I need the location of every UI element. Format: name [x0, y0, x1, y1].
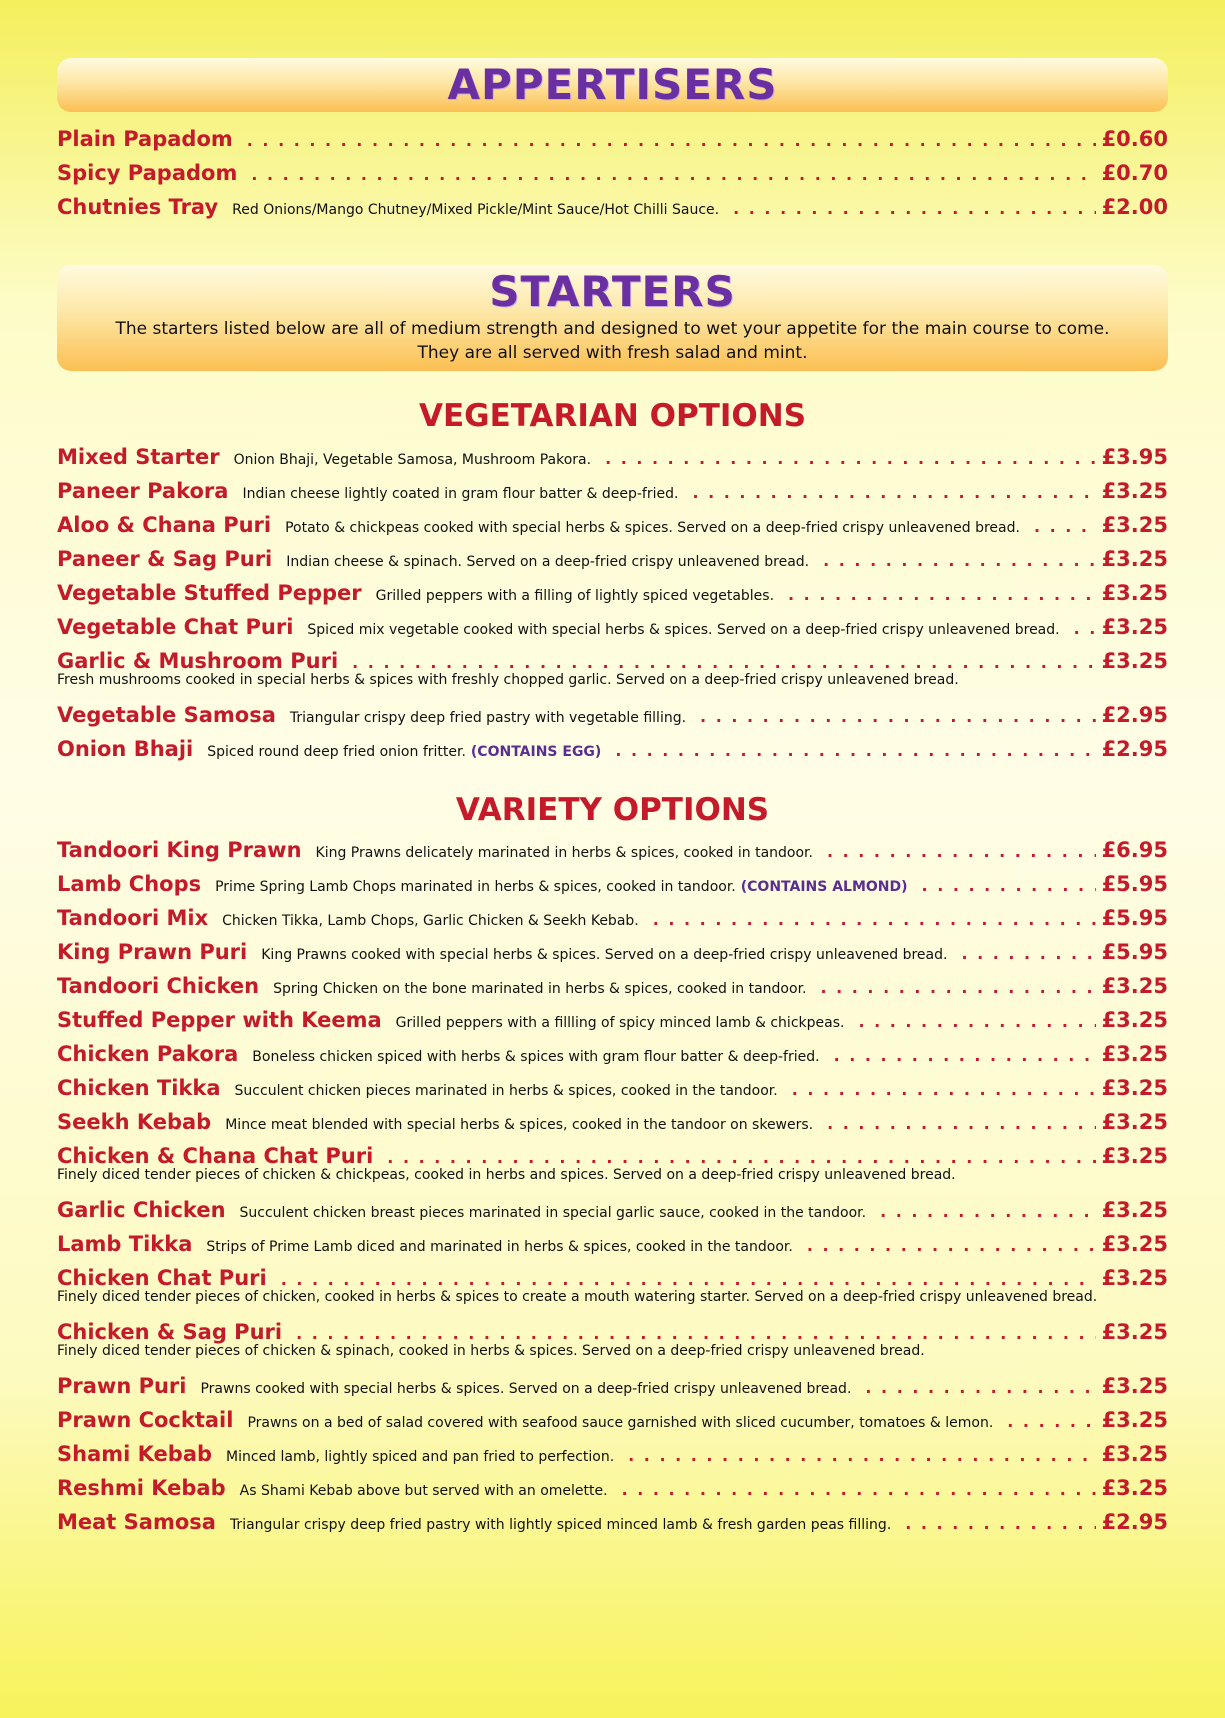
item-description: Succulent chicken breast pieces marinated in special garlic sauce, cooked in the tandoor.	[239, 1205, 867, 1221]
starters-title: STARTERS	[489, 267, 736, 316]
dot-leader	[615, 741, 1095, 760]
item-name: Meat Samosa	[57, 1510, 216, 1534]
item-price: £2.95	[1101, 703, 1168, 727]
item-name: Garlic Chicken	[57, 1198, 226, 1222]
menu-item	[57, 479, 1168, 509]
dot-leader	[653, 910, 1096, 929]
item-description: Prawns cooked with special herbs & spices. Served on a deep-fried crispy unleavened bread.	[200, 1381, 852, 1397]
item-name: Paneer Pakora	[57, 479, 229, 503]
item-price: £2.00	[1101, 195, 1168, 219]
item-price: £3.25	[1101, 1110, 1168, 1134]
item-description: Prawns on a bed of salad covered with seafood sauce garnished with sliced cucumber, tomatoes & lemon.	[247, 1415, 994, 1431]
item-price: £2.95	[1101, 737, 1168, 761]
item-description: Mince meat blended with special herbs & spices, cooked in the tandoor on skewers.	[225, 1117, 814, 1133]
item-name: Chicken Pakora	[57, 1042, 239, 1066]
dot-leader	[827, 1114, 1095, 1133]
menu-item-row	[57, 445, 1168, 475]
item-description: King Prawns cooked with special herbs & spices. Served on a deep-fried crispy unleavened bread.	[261, 947, 948, 963]
dot-leader	[700, 707, 1096, 726]
item-description: As Shami Kebab above but served with an omelette.	[239, 1483, 608, 1499]
item-price: £0.60	[1101, 127, 1168, 151]
item-name: Stuffed Pepper with Keema	[57, 1008, 382, 1032]
menu-item	[57, 1008, 1168, 1038]
item-price: £3.25	[1101, 1320, 1168, 1344]
item-description: Minced lamb, lightly spiced and pan fried to perfection.	[226, 1449, 615, 1465]
dot-leader	[880, 1202, 1096, 1221]
dot-leader	[961, 944, 1095, 963]
item-price: £3.95	[1101, 445, 1168, 469]
menu-item-row	[57, 838, 1168, 868]
menu-item	[57, 1144, 1168, 1183]
item-price: £3.25	[1101, 1144, 1168, 1168]
dot-leader	[792, 1080, 1096, 1099]
menu-item-row	[57, 513, 1168, 543]
item-name: Chicken Chat Puri	[57, 1266, 267, 1290]
item-name: Garlic & Mushroom Puri	[57, 649, 339, 673]
item-name: Vegetable Stuffed Pepper	[57, 581, 362, 605]
menu-item-row	[57, 581, 1168, 611]
item-name: Tandoori Mix	[57, 906, 209, 930]
menu-item	[57, 1510, 1168, 1540]
item-description: Grilled peppers with a filling of lightly spiced vegetables.	[375, 588, 775, 604]
dot-leader	[733, 199, 1095, 218]
item-price: £3.25	[1101, 1408, 1168, 1432]
menu-item-row	[57, 872, 1168, 902]
item-price: £0.70	[1101, 161, 1168, 185]
dot-leader	[820, 978, 1095, 997]
item-name: Spicy Papadom	[57, 161, 238, 185]
dot-leader	[922, 876, 1096, 895]
menu-item-row	[57, 547, 1168, 577]
item-subline-description: Finely diced tender pieces of chicken, cooked in herbs & spices to create a mouth watering starter. Served on a deep-fried crispy unleavened bread.	[57, 1289, 1098, 1305]
dot-leader	[622, 1480, 1096, 1499]
menu-item	[57, 547, 1168, 577]
item-name: Shami Kebab	[57, 1442, 213, 1466]
item-name: Plain Papadom	[57, 127, 233, 151]
menu-item-row	[57, 195, 1168, 225]
item-name: King Prawn Puri	[57, 940, 248, 964]
menu-item-row	[57, 1510, 1168, 1540]
item-price: £5.95	[1101, 906, 1168, 930]
menu-item	[57, 1042, 1168, 1072]
menu-item	[57, 737, 1168, 767]
item-name: Prawn Puri	[57, 1374, 187, 1398]
item-price: £3.25	[1101, 479, 1168, 503]
item-description: Grilled peppers with a fillling of spicy minced lamb & chickpeas.	[395, 1015, 845, 1031]
menu-item	[57, 872, 1168, 902]
menu-item-row	[57, 1476, 1168, 1506]
item-price: £3.25	[1101, 1476, 1168, 1500]
item-price: £3.25	[1101, 1442, 1168, 1466]
dot-leader	[251, 165, 1095, 184]
item-name: Chicken & Chana Chat Puri	[57, 1144, 374, 1168]
menu-item	[57, 1374, 1168, 1404]
item-price: £3.25	[1101, 1232, 1168, 1256]
item-description: Indian cheese & spinach. Served on a deep-fried crispy unleavened bread.	[286, 554, 810, 570]
item-name: Tandoori King Prawn	[57, 838, 302, 862]
item-price: £3.25	[1101, 649, 1168, 673]
vegetarian-title: VEGETARIAN OPTIONS	[418, 398, 807, 434]
menu-item-row	[57, 974, 1168, 1004]
item-subline-description: Fresh mushrooms cooked in special herbs & spices with freshly chopped garlic. Served on a deep-fried crispy unleavened bread.	[57, 672, 959, 688]
item-subline-description: Finely diced tender pieces of chicken & spinach, cooked in herbs & spices. Served on a deep-fried crispy unleavened bread.	[57, 1343, 925, 1359]
item-name: Tandoori Chicken	[57, 974, 260, 998]
menu-item-row	[57, 161, 1168, 191]
dot-leader	[827, 842, 1096, 861]
dot-leader	[858, 1012, 1095, 1031]
item-name: Chutnies Tray	[57, 195, 219, 219]
dot-leader	[865, 1378, 1095, 1397]
menu-item	[57, 1266, 1168, 1305]
variety-title: VARIETY OPTIONS	[455, 792, 770, 828]
starters-intro-line-1: The starters listed below are all of medium strength and designed to wet your appetite for the main course to come.	[115, 319, 1110, 339]
dot-leader	[1007, 1412, 1095, 1431]
appetisers-banner	[57, 58, 1168, 112]
menu-item-row	[57, 703, 1168, 733]
item-price: £5.95	[1101, 940, 1168, 964]
item-name: Paneer & Sag Puri	[57, 547, 273, 571]
item-description: King Prawns delicately marinated in herbs & spices, cooked in tandoor.	[315, 845, 813, 861]
item-price: £2.95	[1101, 1510, 1168, 1534]
menu-item	[57, 906, 1168, 936]
menu-item	[57, 195, 1168, 225]
menu-item-row	[57, 1374, 1168, 1404]
menu-item-row	[57, 615, 1168, 645]
menu-item-row	[57, 1008, 1168, 1038]
dot-leader	[823, 551, 1095, 570]
dot-leader	[352, 653, 1095, 672]
item-name: Reshmi Kebab	[57, 1476, 226, 1500]
menu-item-row	[57, 1110, 1168, 1140]
menu-item-row	[57, 906, 1168, 936]
item-price: £3.25	[1101, 1266, 1168, 1290]
item-description: Indian cheese lightly coated in gram flour batter & deep-fried.	[242, 486, 679, 502]
starters-intro-line-2: They are all served with fresh salad and mint.	[417, 343, 808, 363]
dot-leader	[296, 1324, 1095, 1343]
menu-item-row	[57, 1198, 1168, 1228]
item-name: Seekh Kebab	[57, 1110, 212, 1134]
menu-item	[57, 161, 1168, 191]
allergen-tag: (CONTAINS ALMOND)	[740, 879, 908, 895]
dot-leader	[387, 1148, 1095, 1167]
menu-item	[57, 703, 1168, 733]
menu-item	[57, 1232, 1168, 1262]
menu-item	[57, 581, 1168, 611]
menu-item-row	[57, 1408, 1168, 1438]
item-description: Spiced round deep fried onion fritter.	[207, 744, 466, 760]
menu-item-row	[57, 737, 1168, 767]
item-description: Potato & chickpeas cooked with special herbs & spices. Served on a deep-fried crispy unleavened bread.	[285, 520, 1020, 536]
item-price: £3.25	[1101, 615, 1168, 639]
item-price: £3.25	[1101, 974, 1168, 998]
menu-item	[57, 127, 1168, 157]
dot-leader	[247, 131, 1096, 150]
item-name: Prawn Cocktail	[57, 1408, 234, 1432]
dot-leader	[628, 1446, 1095, 1465]
menu-item	[57, 615, 1168, 645]
starters-banner	[57, 265, 1168, 371]
item-subline-description: Finely diced tender pieces of chicken & chickpeas, cooked in herbs and spices. Served on a deep-fried crispy unleavened bread.	[57, 1167, 956, 1183]
item-name: Vegetable Chat Puri	[57, 615, 294, 639]
item-price: £3.25	[1101, 1042, 1168, 1066]
item-price: £3.25	[1101, 1008, 1168, 1032]
menu-item	[57, 1110, 1168, 1140]
item-name: Vegetable Samosa	[57, 703, 276, 727]
item-name: Lamb Tikka	[57, 1232, 193, 1256]
dot-leader	[605, 449, 1096, 468]
item-description: Prime Spring Lamb Chops marinated in herbs & spices, cooked in tandoor.	[215, 879, 736, 895]
dot-leader	[807, 1236, 1096, 1255]
menu-item	[57, 649, 1168, 688]
item-name: Chicken & Sag Puri	[57, 1320, 283, 1344]
menu-item-row	[57, 479, 1168, 509]
item-price: £3.25	[1101, 1374, 1168, 1398]
dot-leader	[1034, 517, 1096, 536]
item-description: Boneless chicken spiced with herbs & spices with gram flour batter & deep-fried.	[252, 1049, 820, 1065]
menu-item	[57, 1076, 1168, 1106]
allergen-tag: (CONTAINS EGG)	[470, 744, 602, 760]
menu-item	[57, 940, 1168, 970]
item-name: Aloo & Chana Puri	[57, 513, 272, 537]
item-description: Succulent chicken pieces marinated in herbs & spices, cooked in the tandoor.	[234, 1083, 778, 1099]
menu-item	[57, 445, 1168, 475]
item-description: Triangular crispy deep fried pastry with vegetable filling.	[289, 710, 687, 726]
menu-item-row	[57, 1232, 1168, 1262]
appetisers-title: APPERTISERS	[447, 60, 778, 109]
item-price: £3.25	[1101, 1198, 1168, 1222]
menu-item-row	[57, 127, 1168, 157]
dot-leader	[692, 483, 1095, 502]
dot-leader	[281, 1270, 1096, 1289]
item-name: Chicken Tikka	[57, 1076, 221, 1100]
item-description: Strips of Prime Lamb diced and marinated in herbs & spices, cooked in the tandoor.	[206, 1239, 793, 1255]
menu-item	[57, 1320, 1168, 1359]
item-description: Red Onions/Mango Chutney/Mixed Pickle/Mint Sauce/Hot Chilli Sauce.	[232, 202, 720, 218]
menu-item	[57, 1442, 1168, 1472]
item-price: £5.95	[1101, 872, 1168, 896]
dot-leader	[788, 585, 1096, 604]
menu-item-row	[57, 1442, 1168, 1472]
item-description: Chicken Tikka, Lamb Chops, Garlic Chicken & Seekh Kebab.	[222, 913, 639, 929]
item-price: £3.25	[1101, 547, 1168, 571]
item-price: £3.25	[1101, 581, 1168, 605]
item-price: £3.25	[1101, 513, 1168, 537]
dot-leader	[834, 1046, 1096, 1065]
menu-item-row	[57, 940, 1168, 970]
dot-leader	[905, 1514, 1095, 1533]
menu-item-row	[57, 1076, 1168, 1106]
dot-leader	[1074, 619, 1096, 638]
menu-item	[57, 1476, 1168, 1506]
item-description: Spiced mix vegetable cooked with special herbs & spices. Served on a deep-fried crispy unleavened bread.	[307, 622, 1060, 638]
item-name: Lamb Chops	[57, 872, 202, 896]
menu-item	[57, 974, 1168, 1004]
item-price: £3.25	[1101, 1076, 1168, 1100]
menu-item	[57, 1408, 1168, 1438]
item-description: Onion Bhaji, Vegetable Samosa, Mushroom Pakora.	[233, 452, 592, 468]
item-description: Spring Chicken on the bone marinated in herbs & spices, cooked in tandoor.	[273, 981, 807, 997]
menu-item	[57, 838, 1168, 868]
menu-item-row	[57, 1042, 1168, 1072]
item-name: Mixed Starter	[57, 445, 220, 469]
menu-item	[57, 1198, 1168, 1228]
item-name: Onion Bhaji	[57, 737, 194, 761]
item-description: Triangular crispy deep fried pastry with lightly spiced minced lamb & fresh garden peas filling.	[229, 1517, 892, 1533]
menu-item	[57, 513, 1168, 543]
item-price: £6.95	[1101, 838, 1168, 862]
